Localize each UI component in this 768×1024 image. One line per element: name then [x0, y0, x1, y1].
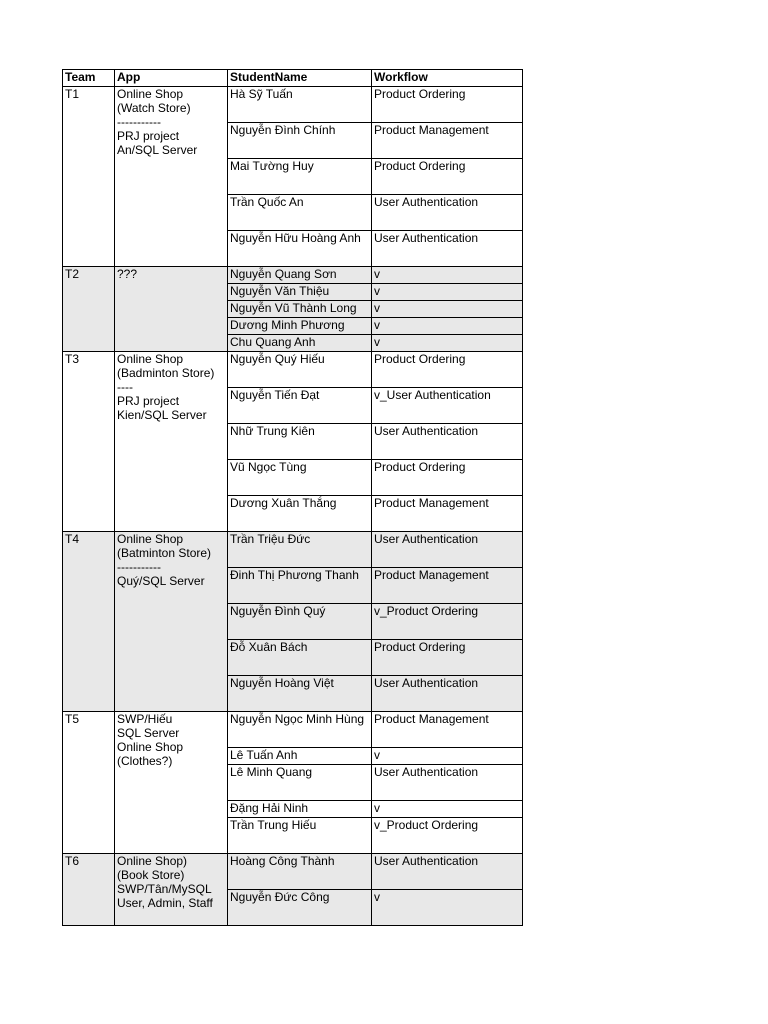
student-name-cell[interactable]: Nguyễn Hữu Hoàng Anh — [228, 231, 372, 267]
table-body — [63, 87, 523, 926]
workflow-cell[interactable]: User Authentication — [372, 195, 523, 231]
workflow-cell[interactable]: v_Product Ordering — [372, 604, 523, 640]
workflow-cell[interactable]: Product Management — [372, 496, 523, 532]
workflow-cell[interactable]: v — [372, 284, 523, 301]
workflow-cell[interactable]: Product Ordering — [372, 460, 523, 496]
student-name-cell[interactable]: Lê Minh Quang — [228, 765, 372, 801]
app-cell[interactable]: ??? — [115, 267, 228, 352]
student-name-cell[interactable]: Nguyễn Văn Thiệu — [228, 284, 372, 301]
workflow-cell[interactable]: v_User Authentication — [372, 388, 523, 424]
student-name-cell[interactable]: Nguyễn Đình Chính — [228, 123, 372, 159]
student-name-cell[interactable]: Lê Tuấn Anh — [228, 748, 372, 765]
team-cell[interactable]: T4 — [63, 532, 115, 712]
workflow-cell[interactable]: User Authentication — [372, 424, 523, 460]
student-name-cell[interactable]: Nguyễn Vũ Thành Long — [228, 301, 372, 318]
team-cell[interactable]: T1 — [63, 87, 115, 267]
workflow-cell[interactable]: v — [372, 301, 523, 318]
table-row — [63, 267, 523, 284]
workflow-cell[interactable]: Product Ordering — [372, 640, 523, 676]
header-workflow[interactable]: Workflow — [372, 70, 523, 87]
workflow-cell[interactable]: User Authentication — [372, 854, 523, 890]
workflow-cell[interactable]: v — [372, 318, 523, 335]
spreadsheet-area — [62, 69, 523, 936]
workflow-cell[interactable]: v — [372, 748, 523, 765]
workflow-cell[interactable]: Product Ordering — [372, 352, 523, 388]
student-name-cell[interactable]: Nguyễn Đình Quý — [228, 604, 372, 640]
team-cell[interactable]: T3 — [63, 352, 115, 532]
student-name-cell[interactable]: Nguyễn Ngọc Minh Hùng — [228, 712, 372, 748]
workflow-cell[interactable]: v_Product Ordering — [372, 818, 523, 854]
team-cell[interactable]: T2 — [63, 267, 115, 352]
app-cell[interactable]: Online Shop (Watch Store) ----------- PRJ project An/SQL Server — [115, 87, 228, 267]
workflow-cell[interactable]: Product Management — [372, 123, 523, 159]
header-app[interactable]: App — [115, 70, 228, 87]
student-name-cell[interactable]: Nguyễn Quý Hiếu — [228, 352, 372, 388]
app-cell[interactable]: Online Shop) (Book Store) SWP/Tân/MySQL User, Admin, Staff — [115, 854, 228, 926]
workflow-cell[interactable]: v — [372, 335, 523, 352]
table-row — [63, 712, 523, 748]
table-row — [63, 532, 523, 568]
header-row — [63, 70, 523, 87]
student-name-cell[interactable]: Nhữ Trung Kiên — [228, 424, 372, 460]
team-assignment-table — [62, 69, 523, 926]
student-name-cell[interactable]: Chu Quang Anh — [228, 335, 372, 352]
student-name-cell[interactable]: Trần Quốc An — [228, 195, 372, 231]
table-row — [63, 87, 523, 123]
workflow-cell[interactable]: v — [372, 267, 523, 284]
workflow-cell[interactable]: User Authentication — [372, 676, 523, 712]
student-name-cell[interactable]: Nguyễn Hoàng Việt — [228, 676, 372, 712]
student-name-cell[interactable]: Trần Trung Hiếu — [228, 818, 372, 854]
team-cell[interactable]: T6 — [63, 854, 115, 926]
student-name-cell[interactable]: Nguyễn Tiến Đạt — [228, 388, 372, 424]
student-name-cell[interactable]: Đỗ Xuân Bách — [228, 640, 372, 676]
workflow-cell[interactable]: Product Management — [372, 712, 523, 748]
workflow-cell[interactable]: User Authentication — [372, 532, 523, 568]
student-name-cell[interactable]: Vũ Ngọc Tùng — [228, 460, 372, 496]
student-name-cell[interactable]: Nguyễn Đức Công — [228, 890, 372, 926]
app-cell[interactable]: SWP/Hiếu SQL Server Online Shop (Clothes?) — [115, 712, 228, 854]
student-name-cell[interactable]: Nguyễn Quang Sơn — [228, 267, 372, 284]
student-name-cell[interactable]: Dương Minh Phương — [228, 318, 372, 335]
team-cell[interactable]: T5 — [63, 712, 115, 854]
header-team[interactable]: Team — [63, 70, 115, 87]
student-name-cell[interactable]: Trần Triệu Đức — [228, 532, 372, 568]
student-name-cell[interactable]: Dương Xuân Thắng — [228, 496, 372, 532]
workflow-cell[interactable]: Product Ordering — [372, 87, 523, 123]
student-name-cell[interactable]: Đặng Hải Ninh — [228, 801, 372, 818]
student-name-cell[interactable]: Đinh Thị Phương Thanh — [228, 568, 372, 604]
student-name-cell[interactable]: Hoàng Công Thành — [228, 854, 372, 890]
workflow-cell[interactable]: User Authentication — [372, 765, 523, 801]
workflow-cell[interactable]: v — [372, 890, 523, 926]
student-name-cell[interactable]: Hà Sỹ Tuấn — [228, 87, 372, 123]
workflow-cell[interactable]: Product Management — [372, 568, 523, 604]
student-name-cell[interactable]: Mai Tường Huy — [228, 159, 372, 195]
header-student-name[interactable]: StudentName — [228, 70, 372, 87]
workflow-cell[interactable]: v — [372, 801, 523, 818]
table-row — [63, 854, 523, 890]
workflow-cell[interactable]: User Authentication — [372, 231, 523, 267]
app-cell[interactable]: Online Shop (Batminton Store) ----------- Quý/SQL Server — [115, 532, 228, 712]
app-cell[interactable]: Online Shop (Badminton Store) ---- PRJ project Kien/SQL Server — [115, 352, 228, 532]
table-row — [63, 352, 523, 388]
workflow-cell[interactable]: Product Ordering — [372, 159, 523, 195]
